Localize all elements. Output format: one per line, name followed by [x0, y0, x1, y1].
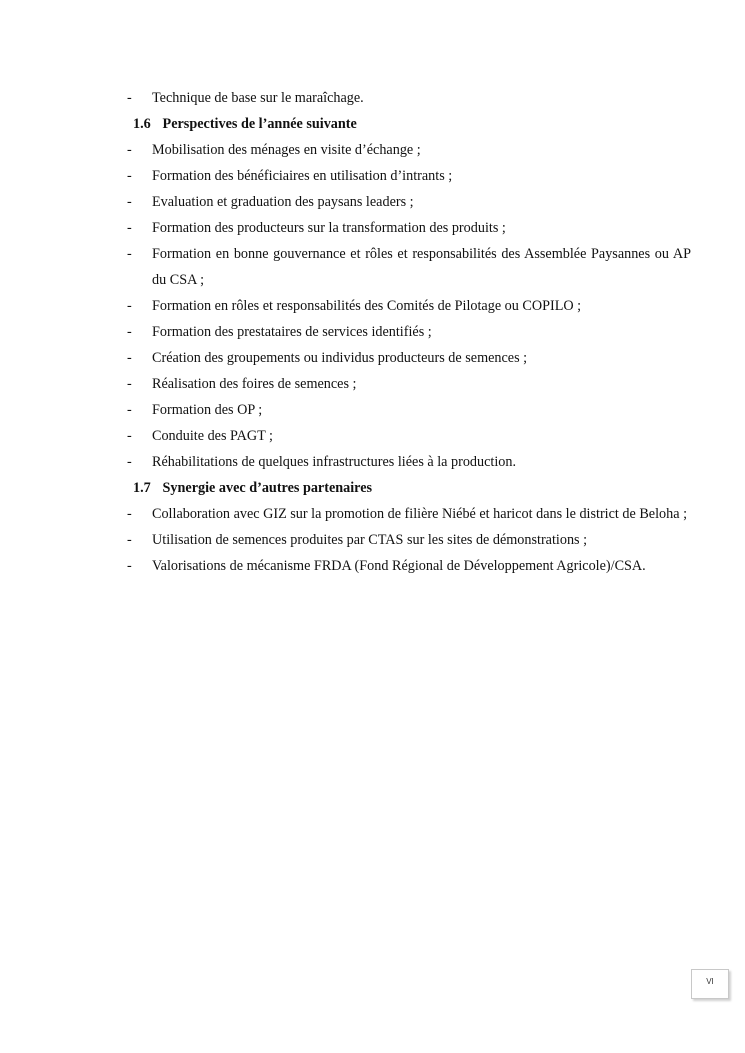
list-item-text: Technique de base sur le maraîchage.: [152, 90, 364, 106]
bullet-dash: -: [127, 532, 132, 548]
list-item-text: Formation des producteurs sur la transformation des produits ;: [152, 220, 506, 236]
list-item: [127, 189, 691, 215]
section-number: 1.6: [133, 116, 151, 132]
section-heading-1-6: [127, 111, 691, 137]
list-item-text: Formation des bénéficiaires en utilisation d’intrants ;: [152, 168, 453, 184]
bullet-dash: -: [127, 558, 132, 574]
bullet-dash: -: [127, 506, 132, 522]
list-item-text: Création des groupements ou individus producteurs de semences ;: [152, 350, 528, 366]
list-item: [127, 449, 691, 475]
list-item: [127, 423, 691, 449]
bullet-dash: -: [127, 142, 132, 158]
bullet-dash: -: [127, 350, 132, 366]
list-item: [127, 397, 691, 423]
list-item: [127, 501, 691, 527]
list-item: [127, 319, 691, 345]
list-item-text: Réalisation des foires de semences ;: [152, 376, 357, 392]
section-heading-1-7: [127, 475, 691, 501]
list-item: [127, 553, 691, 579]
bullet-dash: -: [127, 220, 132, 236]
bullet-dash: -: [127, 402, 132, 418]
bullet-dash: -: [127, 454, 132, 470]
list-item: [127, 241, 691, 293]
list-item-text: Réhabilitations de quelques infrastructures liées à la production.: [152, 454, 517, 470]
list-item-text: Formation en bonne gouvernance et rôles et responsabilités des Assemblée Paysannes ou AP du CSA ;: [152, 246, 691, 288]
list-item-text: Utilisation de semences produites par CTAS sur les sites de démonstrations ;: [152, 532, 588, 548]
list-item-text: Mobilisation des ménages en visite d’échange ;: [152, 142, 421, 158]
list-item-text: Formation des OP ;: [152, 402, 263, 418]
page-content: [127, 85, 691, 579]
bullet-dash: -: [127, 90, 132, 106]
bullet-dash: -: [127, 324, 132, 340]
list-item: [127, 371, 691, 397]
list-item: [127, 163, 691, 189]
bullet-dash: -: [127, 246, 132, 262]
list-item-text: Conduite des PAGT ;: [152, 428, 274, 444]
bullet-dash: -: [127, 194, 132, 210]
list-item: [127, 215, 691, 241]
bullet-dash: -: [127, 168, 132, 184]
bullet-dash: -: [127, 298, 132, 314]
list-item-text: Collaboration avec GIZ sur la promotion de filière Niébé et haricot dans le district de Beloha ;: [152, 506, 688, 522]
list-item-text: Evaluation et graduation des paysans leaders ;: [152, 194, 414, 210]
section-number: 1.7: [133, 480, 151, 496]
section-title: Synergie avec d’autres partenaires: [162, 480, 373, 496]
section-title: Perspectives de l’année suivante: [162, 116, 357, 132]
bullet-dash: -: [127, 428, 132, 444]
list-item-text: Valorisations de mécanisme FRDA (Fond Régional de Développement Agricole)/CSA.: [152, 558, 646, 574]
list-item: [127, 293, 691, 319]
page-number: VI: [691, 969, 729, 999]
list-item: [127, 85, 691, 111]
list-item: [127, 527, 691, 553]
list-item: [127, 345, 691, 371]
list-item: [127, 137, 691, 163]
list-item-text: Formation des prestataires de services identifiés ;: [152, 324, 432, 340]
list-item-text: Formation en rôles et responsabilités des Comités de Pilotage ou COPILO ;: [152, 298, 582, 314]
bullet-dash: -: [127, 376, 132, 392]
